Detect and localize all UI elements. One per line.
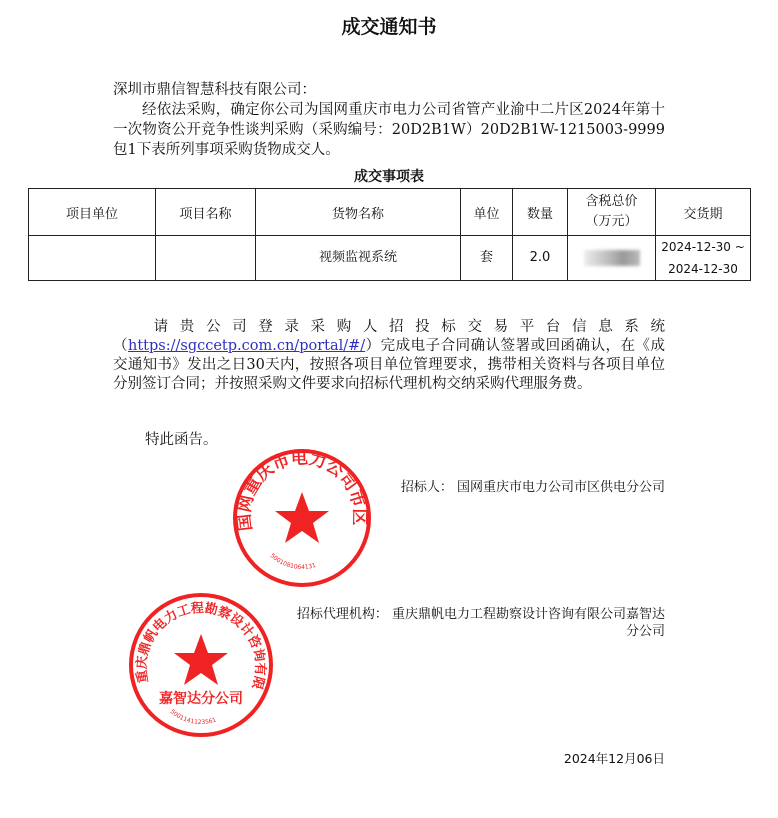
instruction-paragraph — [113, 318, 665, 394]
agency-seal — [121, 581, 274, 738]
instruction-after-link: ）完成电子合同确认签署或回函确认，在《成交通知书》发出之日30天内，按照各项目单位管理要求，携带相关资料与各项目单位分别签订合同；并按照采购文件要求向招标代理机构交纳采购代理服务费。 — [113, 338, 666, 392]
award-table — [28, 188, 751, 281]
intro-text: 经依法采购，确定你公司为国网重庆市电力公司省管产业渝中二片区2024年第十一次物资公开竞争性谈判采购（采购编号：20D2B1W）20D2B1W-1215003-9999包1下表所列事项采购货物成交人。 — [113, 102, 665, 158]
intro-paragraph — [113, 80, 665, 160]
tenderer-seal — [223, 433, 372, 588]
issue-date: 2024年12月06日 — [563, 751, 665, 766]
table-header-row — [29, 189, 751, 236]
cell-quantity: 2.0 — [513, 236, 568, 281]
cell-price — [568, 236, 656, 281]
cell-delivery — [656, 236, 751, 281]
star-icon — [275, 492, 329, 543]
svg-text:5001141123561: 5001141123561 — [168, 708, 218, 727]
seal-1-text: 国网重庆市电力公司市区供电分公司 — [223, 433, 370, 532]
header-quantity: 数量 — [513, 189, 568, 236]
table-row — [29, 236, 751, 281]
header-price: 含税总价（万元） — [568, 189, 656, 236]
header-delivery: 交货期 — [656, 189, 751, 236]
delivery-end: 2024-12-30 — [668, 262, 738, 276]
agency-line-2: 分公司 — [625, 624, 665, 639]
svg-text:重庆鼎帆电力工程勘察设计咨询有限公司: 重庆鼎帆电力工程勘察设计咨询有限公司 — [121, 581, 268, 691]
instruction-before-link: 请贵公司登录采购人招投标交易平台信息系统（ — [113, 319, 665, 354]
cell-project-org — [29, 236, 156, 281]
agency-line-1: 招标代理机构： 重庆鼎帆电力工程勘察设计咨询有限公司嘉智达 — [296, 607, 665, 622]
cell-project-name — [156, 236, 256, 281]
star-icon — [174, 634, 228, 685]
cell-unit: 套 — [461, 236, 513, 281]
header-unit: 单位 — [461, 189, 513, 236]
cell-goods-name: 视频监视系统 — [256, 236, 461, 281]
closing-text: 特此函告。 — [145, 432, 218, 448]
table-caption: 成交事项表 — [354, 169, 424, 185]
redacted-price — [584, 250, 640, 266]
header-project-org: 项目单位 — [29, 189, 156, 236]
page-title: 成交通知书 — [341, 16, 437, 38]
portal-link[interactable]: https://sgccetp.com.cn/portal/#/ — [128, 338, 366, 354]
header-goods-name: 货物名称 — [256, 189, 461, 236]
svg-text:5001081064131: 5001081064131 — [268, 552, 317, 571]
salutation: 深圳市鼎信智慧科技有限公司： — [113, 82, 316, 98]
tenderer-signature: 招标人： 国网重庆市电力公司市区供电分公司 — [400, 480, 665, 495]
svg-text:嘉智达分公司: 嘉智达分公司 — [159, 691, 243, 707]
agency-signature — [285, 606, 665, 640]
header-project-name: 项目名称 — [156, 189, 256, 236]
delivery-start: 2024-12-30 ~ — [661, 240, 745, 254]
